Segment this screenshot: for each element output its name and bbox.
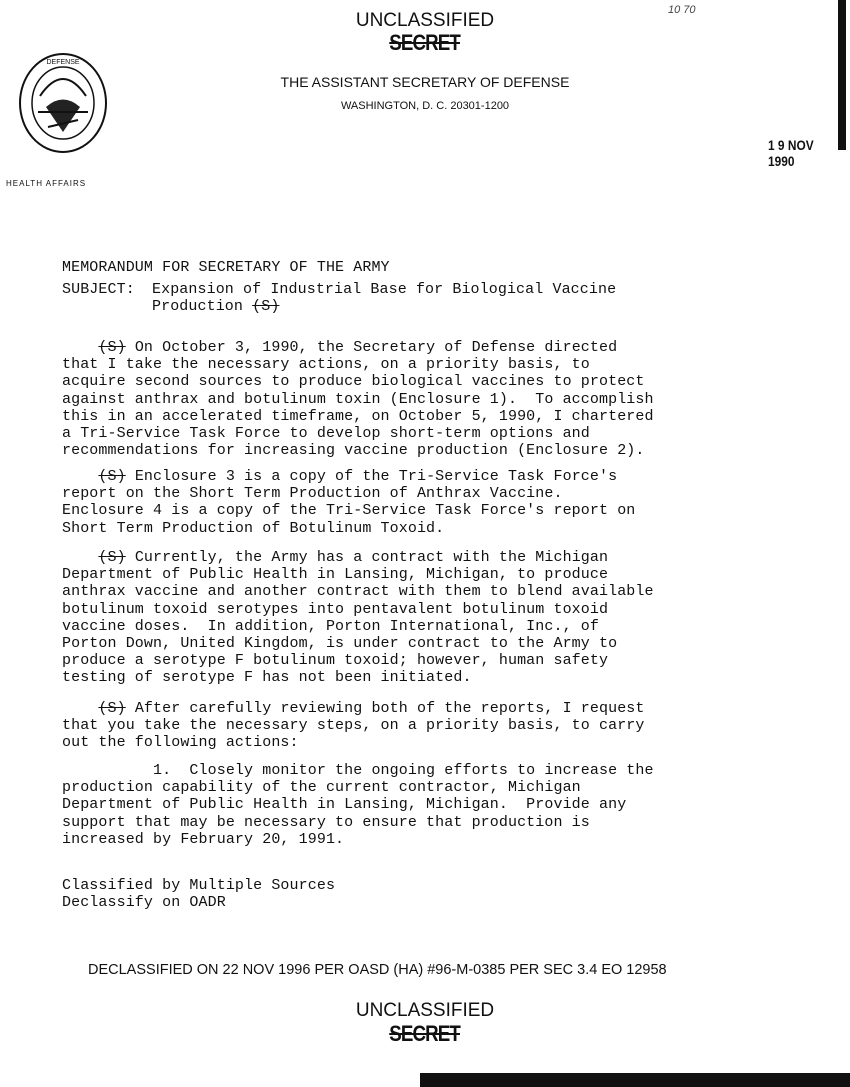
paragraph-line <box>62 601 654 618</box>
line-text: produce a serotype F botulinum toxoid; however, human safety <box>62 652 609 670</box>
memo-paragraph <box>62 700 645 752</box>
line-text: After carefully reviewing both of the reports, I request <box>125 700 645 717</box>
line-text: Porton Down, United Kingdom, is under contract to the Army to <box>62 635 618 653</box>
paragraph-line <box>62 717 645 734</box>
struck-classification-bottom: SECRET <box>389 1021 461 1046</box>
classification-mark: (S) <box>98 549 126 566</box>
paragraph-line <box>62 339 654 356</box>
office-address: WASHINGTON, D. C. 20301-1200 <box>340 100 510 112</box>
line-text: recommendations for increasing vaccine production (Enclosure 2). <box>62 442 645 460</box>
paragraph-line <box>62 502 635 519</box>
paragraph-line <box>62 669 654 686</box>
classification-mark: (S) <box>98 700 126 717</box>
scan-bottom-bar <box>420 1073 850 1087</box>
paragraph-line <box>62 618 654 635</box>
memo-recipient: MEMORANDUM FOR SECRETARY OF THE ARMY <box>62 259 390 276</box>
paragraph-line <box>62 762 654 779</box>
paragraph-line <box>62 796 654 813</box>
office-title: THE ASSISTANT SECRETARY OF DEFENSE <box>280 74 570 90</box>
line-text: Currently, the Army has a contract with the Michigan <box>125 549 609 566</box>
paragraph-line <box>62 425 654 442</box>
paragraph-line <box>62 814 654 831</box>
paragraph-line <box>62 549 654 566</box>
line-text: 1. Closely monitor the ongoing efforts to increase the <box>62 762 654 779</box>
line-text: botulinum toxoid serotypes into pentavalent botulinum toxoid <box>62 600 609 618</box>
memo-paragraph <box>62 549 654 687</box>
svg-text:DEFENSE: DEFENSE <box>46 59 80 66</box>
subject-line-1: Expansion of Industrial Base for Biological Vaccine <box>152 281 617 298</box>
classification-mark: (S) <box>98 468 126 485</box>
paragraph-line <box>62 566 654 583</box>
paragraph-line <box>62 356 654 373</box>
line-text: out the following actions: <box>62 734 299 752</box>
classified-by: Classified by Multiple Sources <box>62 877 336 894</box>
paragraph-line <box>62 635 654 652</box>
line-text: production capability of the current contractor, Michigan <box>62 779 581 797</box>
line-text: this in an accelerated timeframe, on October 5, 1990, I chartered <box>62 407 654 425</box>
declassification-stamp: DECLASSIFIED ON 22 NOV 1996 PER OASD (HA) #96-M-0385 PER SEC 3.4 EO 12958 <box>88 962 667 978</box>
paragraph-line <box>62 520 635 537</box>
classification-mark: (S) <box>98 339 126 356</box>
line-text: Short Term Production of Botulinum Toxoid. <box>62 519 445 537</box>
paragraph-line <box>62 408 654 425</box>
paragraph-line <box>62 779 654 796</box>
paragraph-line <box>62 652 654 669</box>
paragraph-line <box>62 700 645 717</box>
subject-label: SUBJECT: <box>62 281 135 298</box>
line-text: anthrax vaccine and another contract with them to blend available <box>62 583 654 601</box>
paragraph-line <box>62 485 635 502</box>
department-label: HEALTH AFFAIRS <box>6 179 87 188</box>
line-text: Department of Public Health in Lansing, Michigan, to produce <box>62 566 609 584</box>
line-text: a Tri-Service Task Force to develop short-term options and <box>62 425 590 443</box>
paragraph-line <box>62 734 645 751</box>
paragraph-line <box>62 442 654 459</box>
line-text: On October 3, 1990, the Secretary of Defense directed <box>125 339 618 356</box>
line-text: increased by February 20, 1991. <box>62 830 345 848</box>
line-text: against anthrax and botulinum toxin (Enclosure 1). To accomplish <box>62 390 654 408</box>
paragraph-line <box>62 373 654 390</box>
memo-paragraph <box>62 468 635 537</box>
memo-paragraph <box>62 762 654 848</box>
memo-paragraph <box>62 339 654 459</box>
paragraph-line <box>62 468 635 485</box>
paragraph-line <box>62 831 654 848</box>
line-text: acquire second sources to produce biological vaccines to protect <box>62 373 645 391</box>
paragraph-line <box>62 583 654 600</box>
line-text: testing of serotype F has not been initiated. <box>62 669 472 687</box>
subject-line-2: Production (S) <box>152 298 280 315</box>
line-text: that you take the necessary steps, on a priority basis, to carry <box>62 717 645 735</box>
line-text: support that may be necessary to ensure that production is <box>62 813 590 831</box>
subject-classification-mark: (S) <box>252 298 280 315</box>
line-text: Enclosure 3 is a copy of the Tri-Service Task Force's <box>125 468 618 485</box>
line-text: vaccine doses. In addition, Porton International, Inc., of <box>62 617 599 635</box>
classification-bottom: UNCLASSIFIED <box>355 1000 495 1021</box>
line-text: that I take the necessary actions, on a priority basis, to <box>62 356 590 374</box>
handwritten-note: 10 70 <box>668 4 696 16</box>
declassify-on: Declassify on OADR <box>62 894 226 911</box>
paragraph-line <box>62 391 654 408</box>
classification-top: UNCLASSIFIED <box>355 10 495 31</box>
line-text: report on the Short Term Production of Anthrax Vaccine. <box>62 485 563 503</box>
line-text: Enclosure 4 is a copy of the Tri-Service Task Force's report on <box>62 502 636 520</box>
line-text: Department of Public Health in Lansing, Michigan. Provide any <box>62 796 627 814</box>
memo-date: 1 9 NOV 1990 <box>768 137 814 169</box>
struck-classification-top: SECRET <box>389 30 461 55</box>
